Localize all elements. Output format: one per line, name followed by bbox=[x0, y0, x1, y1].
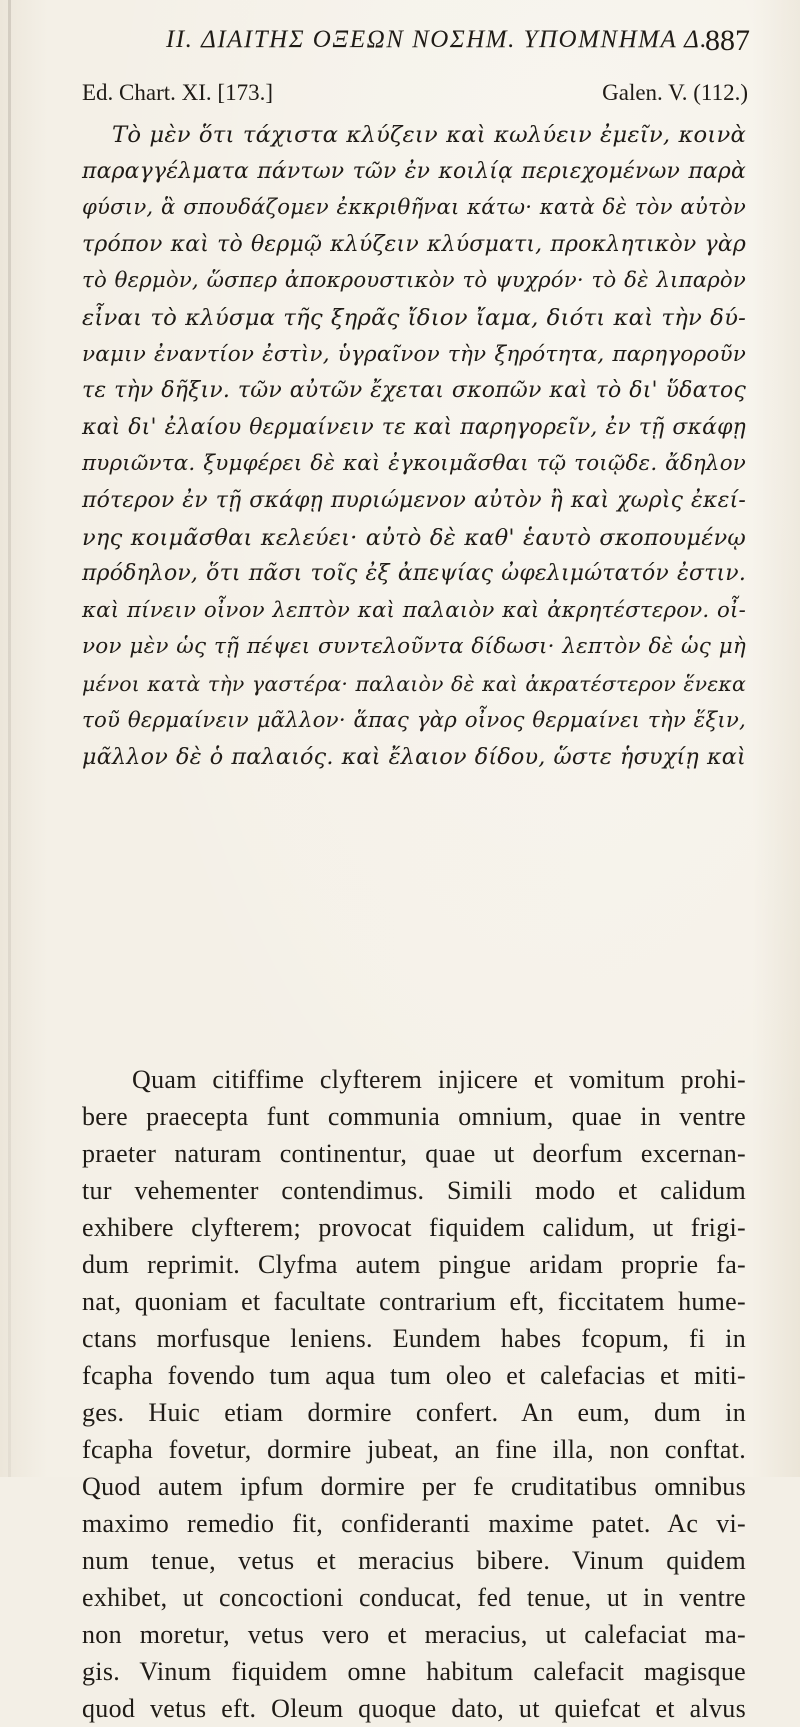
latin-line: fcapha fovendo tum aqua tum oleo et calefacias et miti- bbox=[82, 1361, 746, 1390]
edition-reference bbox=[70, 80, 752, 112]
latin-line: num tenue, vetus et meracius bibere. Vinum quidem bbox=[82, 1546, 746, 1575]
latin-line: tur vehementer contendimus. Simili modo et calidum bbox=[82, 1176, 746, 1205]
latin-line: bere praecepta funt communia omnium, quae in ventre bbox=[82, 1102, 746, 1131]
greek-line: Τὸ μὲν ὅτι τάχιστα κλύζειν καὶ κωλύειν ἐμεῖν, κοινὰ bbox=[112, 122, 746, 148]
latin-line: exhibere clyfterem; provocat fiquidem calidum, ut frigi- bbox=[82, 1213, 746, 1242]
latin-line: praeter naturam continentur, quae ut deorfum excernan- bbox=[82, 1139, 746, 1168]
running-head bbox=[70, 18, 752, 66]
edition-chartier: Ed. Chart. XI. [173.] bbox=[82, 80, 273, 105]
running-title: II. ΔΙΑΙΤΗΣ ΟΞΕΩΝ ΝΟΣΗΜ. ΥΠΟΜΝΗΜΑ Δ. bbox=[166, 26, 709, 53]
latin-line: ctans morfusque leniens. Eundem habes fcopum, fi in bbox=[82, 1324, 746, 1353]
latin-line: non moretur, vetus vero et meracius, ut calefaciat ma- bbox=[82, 1620, 746, 1649]
greek-text bbox=[82, 117, 746, 776]
latin-line: Quam citiffime clyfterem injicere et vomitum prohi- bbox=[132, 1065, 746, 1094]
greek-line: καὶ δι' ἐλαίου θερμαίνειν τε καὶ παρηγορεῖν, ἐν τῇ σκάφῃ bbox=[82, 414, 746, 440]
greek-line: νον μὲν ὡς τῇ πέψει συντελοῦντα δίδωσι· λεπτὸν δὲ ὡς μὴ bbox=[82, 634, 746, 660]
greek-line: εἶναι τὸ κλύσμα τῆς ξηρᾶς ἴδιον ἴαμα, διότι καὶ τὴν δύ- bbox=[82, 304, 746, 331]
page-number: 887 bbox=[705, 24, 750, 57]
greek-line: τε τὴν δῆξιν. τῶν αὐτῶν ἔχεται σκοπῶν καὶ τὸ δι' ὕδατος bbox=[82, 378, 746, 404]
binding-gutter bbox=[8, 0, 11, 1477]
latin-line: fcapha fovetur, dormire jubeat, an fine illa, non conftat. bbox=[82, 1435, 746, 1464]
latin-line: dum reprimit. Clyfma autem pingue aridam proprie fa- bbox=[82, 1250, 746, 1279]
latin-line: maximo remedio fit, confideranti maxime patet. Ac vi- bbox=[82, 1509, 746, 1538]
greek-line: καὶ πίνειν οἶνον λεπτὸν καὶ παλαιὸν καὶ ἀκρητέστερον. οἶ- bbox=[82, 597, 746, 623]
latin-line: quod vetus eft. Oleum quoque dato, ut quiefcat et alvus bbox=[82, 1694, 746, 1723]
greek-line: φύσιν, ἃ σπουδάζομεν ἐκκριθῆναι κάτω· κατὰ δὲ τὸν αὐτὸν bbox=[82, 195, 746, 221]
greek-line: πότερον ἐν τῇ σκάφῃ πυριώμενον αὐτὸν ἢ καὶ χωρὶς ἐκεί- bbox=[82, 487, 746, 513]
latin-translation bbox=[82, 1061, 746, 1727]
latin-line: gis. Vinum fiquidem omne habitum calefacit magisque bbox=[82, 1657, 746, 1686]
greek-line: παραγγέλματα πάντων τῶν ἐν κοιλίᾳ περιεχομένων παρὰ bbox=[82, 158, 746, 184]
greek-line: ναμιν ἐναντίον ἐστὶν, ὑγραῖνον τὴν ξηρότητα, παρηγοροῦν bbox=[82, 341, 746, 367]
greek-line: τοῦ θερμαίνειν μᾶλλον· ἅπας γὰρ οἶνος θερμαίνει τὴν ἕξιν, bbox=[82, 707, 746, 733]
edition-galen: Galen. V. (112.) bbox=[602, 80, 748, 105]
latin-line: ges. Huic etiam dormire confert. An eum, dum in bbox=[82, 1398, 746, 1427]
greek-line: νης κοιμᾶσθαι κελεύει· αὐτὸ δὲ καθ' ἑαυτὸ σκοπουμένῳ bbox=[82, 524, 746, 551]
latin-line: Quod autem ipfum dormire per fe cruditatibus omnibus bbox=[82, 1472, 746, 1501]
greek-line: μᾶλλον δὲ ὁ παλαιός. καὶ ἔλαιον δίδου, ὥστε ἡσυχίῃ καὶ bbox=[82, 744, 746, 771]
greek-line: πυριῶντα. ξυμφέρει δὲ καὶ ἐγκοιμᾶσθαι τῷ τοιῷδε. ἄδηλον bbox=[82, 451, 746, 477]
latin-line: nat, quoniam et facultate contrarium eft, ficcitatem hume- bbox=[82, 1287, 746, 1316]
latin-line: exhibet, ut concoctioni conducat, fed tenue, ut in ventre bbox=[82, 1583, 746, 1612]
greek-line: τὸ θερμὸν, ὥσπερ ἀποκρουστικὸν τὸ ψυχρόν· τὸ δὲ λιπαρὸν bbox=[82, 268, 746, 294]
greek-line: τρόπον καὶ τὸ θερμῷ κλύζειν κλύσματι, προκλητικὸν γὰρ bbox=[82, 231, 746, 257]
greek-line: μένοι κατὰ τὴν γαστέρα· παλαιὸν δὲ καὶ ἀκρατέστερον ἕνεκα bbox=[82, 671, 746, 696]
greek-line: πρόδηλον, ὅτι πᾶσι τοῖς ἐξ ἀπεψίας ὠφελιμώτατόν ἐστιν. bbox=[82, 561, 746, 587]
